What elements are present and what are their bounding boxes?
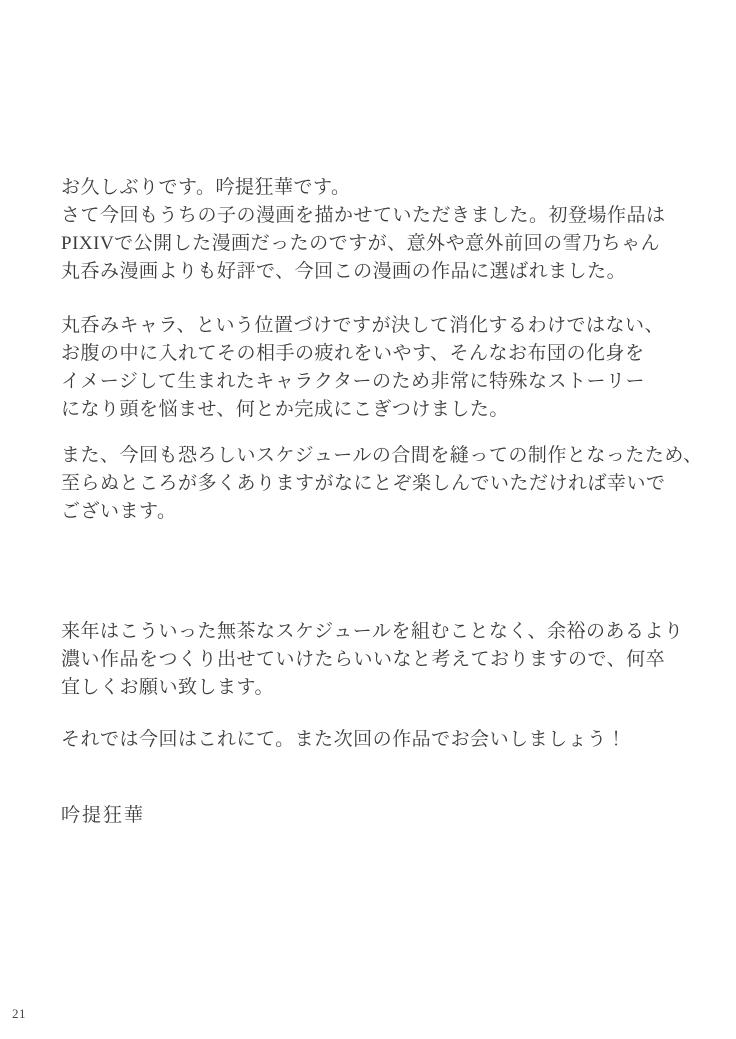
text-line: それでは今回はこれにて。また次回の作品でお会いしましょう！ [61, 729, 627, 750]
text-line: 丸呑み漫画よりも好評で、今回この漫画の作品に選ばれました。 [61, 261, 627, 282]
text-line: 来年はこういった無茶なスケジュールを組むことなく、余裕のあるより [61, 621, 684, 642]
text-line: イメージして生まれたキャラクターのため非常に特殊なストーリー [61, 371, 646, 392]
paragraph-character-concept [61, 312, 691, 424]
paragraph-schedule-apology [61, 442, 703, 526]
text-line: ございます。 [61, 501, 177, 522]
text-line: お腹の中に入れてその相手の疲れをいやす、そんなお布団の化身を [61, 343, 645, 364]
text-line: になり頭を悩ませ、何とか完成にこぎつけました。 [61, 399, 509, 420]
text-line: PIXIVで公開した漫画だったのですが、意外や意外前回の雪乃ちゃん [61, 233, 661, 254]
paragraph-next-year [61, 618, 691, 702]
text-line: 至らぬところが多くありますがなにとぞ楽しんでいただければ幸いで [61, 473, 666, 494]
text-line: 丸呑みキャラ、という位置づけですが決して消化するわけではない、 [61, 315, 664, 336]
text-line: 宜しくお願い致します。 [61, 677, 274, 698]
paragraph-closing [61, 726, 691, 754]
text-line: さて今回もうちの子の漫画を描かせていただきました。初登場作品は [61, 205, 666, 226]
afterword-text-block [61, 174, 703, 830]
text-line: 濃い作品をつくり出せていけたらいいなと考えておりますので、何卒 [61, 649, 666, 670]
author-signature: 吟提狂華 [61, 805, 146, 826]
paragraph-greeting [61, 174, 691, 286]
text-line: お久しぶりです。吟提狂華です。 [61, 177, 351, 198]
page-number: 21 [12, 1006, 26, 1021]
text-line: また、今回も恐ろしいスケジュールの合間を縫っての制作となったため、 [61, 445, 703, 466]
